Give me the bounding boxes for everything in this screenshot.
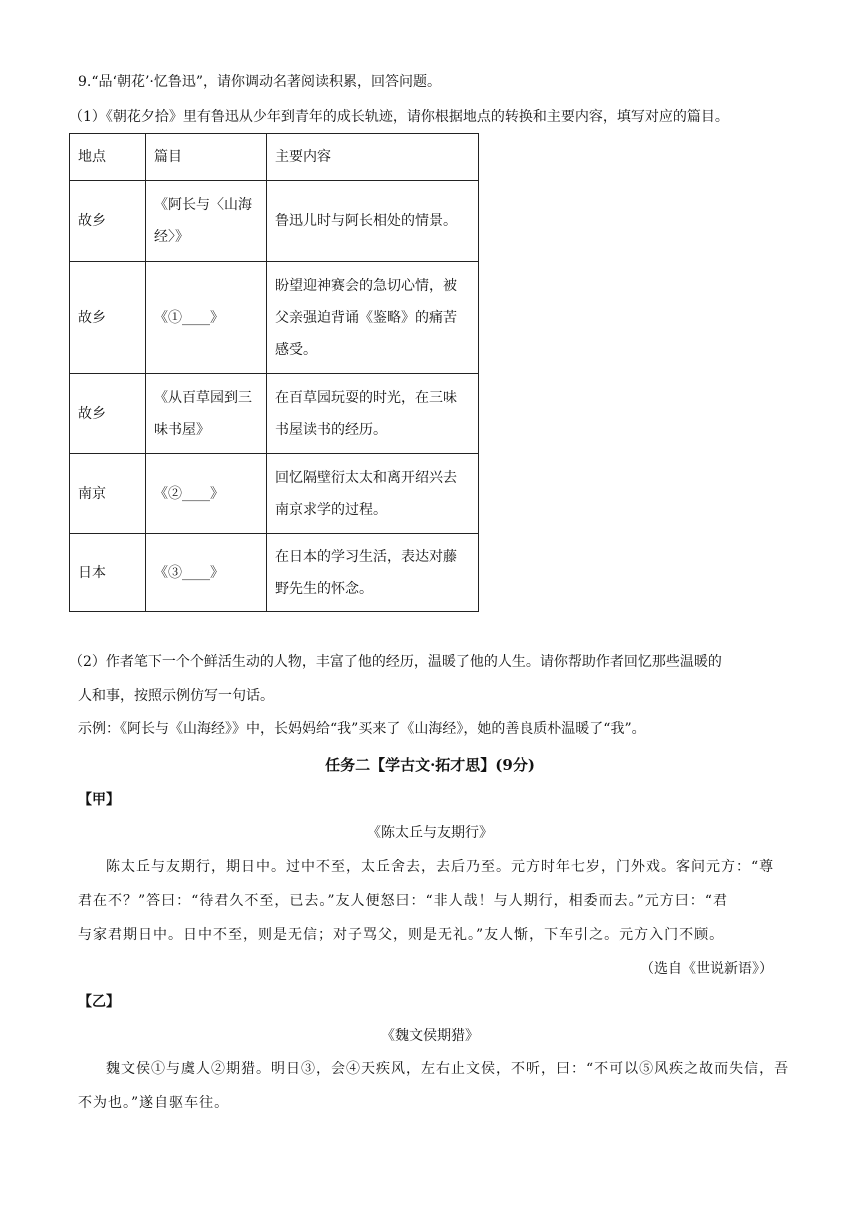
example-sentence: 示例：《阿长与《山海经》》中，长妈妈给“我”买来了《山海经》，她的善良质朴温暖了“我”。 [78,721,646,737]
jia-text-line-3: 与家君期日中。日中不至，则是无信；对子骂父，则是无礼。”友人惭，下车引之。元方入门不顾。 [78,927,725,943]
part2-line-2: 人和事，按照示例仿写一句话。 [78,688,274,704]
part1-intro: （1）《朝花夕拾》里有鲁迅从少年到青年的成长轨迹，请你根据地点的转换和主要内容，填写对应的篇目。 [69,109,729,125]
table-cell-content: 盼望迎神赛会的急切心情，被父亲强迫背诵《鉴略》的痛苦感受。 [267,262,479,374]
table-cell-content: 在百草园玩耍的时光，在三味书屋读书的经历。 [267,374,479,454]
jia-label: 【甲】 [78,792,120,808]
table-row [70,454,479,534]
table-cell-content: 在日本的学习生活，表达对藤野先生的怀念。 [267,534,479,612]
yi-text-line-1: 魏文侯①与虞人②期猎。明日③，会④天疾风，左右止文侯，不听，曰：“不可以⑤风疾之故而失信，吾 [106,1061,790,1077]
table-cell-place: 故乡 [70,181,146,262]
jia-source: （选自《世说新语》） [640,961,773,977]
table-cell-content: 鲁迅儿时与阿长相处的情景。 [267,181,479,262]
part2-line-1: （2）作者笔下一个个鲜活生动的人物，丰富了他的经历，温暖了他的人生。请你帮助作者回忆那些温暖的 [69,654,722,670]
yi-text-line-2: 不为也。”遂自驱车往。 [78,1095,230,1111]
jia-text-line-1: 陈太丘与友期行，期日中。过中不至，太丘舍去，去后乃至。元方时年七岁，门外戏。客问元方：“尊 [106,859,775,875]
table-cell-place: 故乡 [70,262,146,374]
table-row [70,534,479,612]
table-header-row [70,134,479,181]
task2-heading: 任务二【学古文·拓才思】(9分) [325,756,535,774]
table-header-content: 主要内容 [267,134,479,181]
table-row [70,181,479,262]
essay-table [69,133,479,612]
table-row [70,374,479,454]
question-title: 9.“品‘朝花’·忆鲁迅”，请你调动名著阅读积累，回答问题。 [78,74,442,90]
yi-label: 【乙】 [78,994,120,1010]
table-cell-place: 南京 [70,454,146,534]
jia-text-line-2: 君在不？”答曰：“待君久不至，已去。”友人便怒曰：“非人哉！与人期行，相委而去。”元方曰：“君 [78,893,728,909]
table-cell-title-blank-3[interactable]: 《③____》 [146,534,267,612]
table-cell-content: 回忆隔壁衍太太和离开绍兴去南京求学的过程。 [267,454,479,534]
jia-title: 《陈太丘与友期行》 [367,825,493,841]
table-header-place: 地点 [70,134,146,181]
yi-title: 《魏文侯期猎》 [381,1028,479,1044]
table-header-title: 篇目 [146,134,267,181]
table-cell-title: 《从百草园到三味书屋》 [146,374,267,454]
table-cell-place: 故乡 [70,374,146,454]
table-cell-title-blank-2[interactable]: 《②____》 [146,454,267,534]
table-row [70,262,479,374]
table-cell-title-blank-1[interactable]: 《①____》 [146,262,267,374]
table-cell-title: 《阿长与〈山海经〉》 [146,181,267,262]
table-cell-place: 日本 [70,534,146,612]
